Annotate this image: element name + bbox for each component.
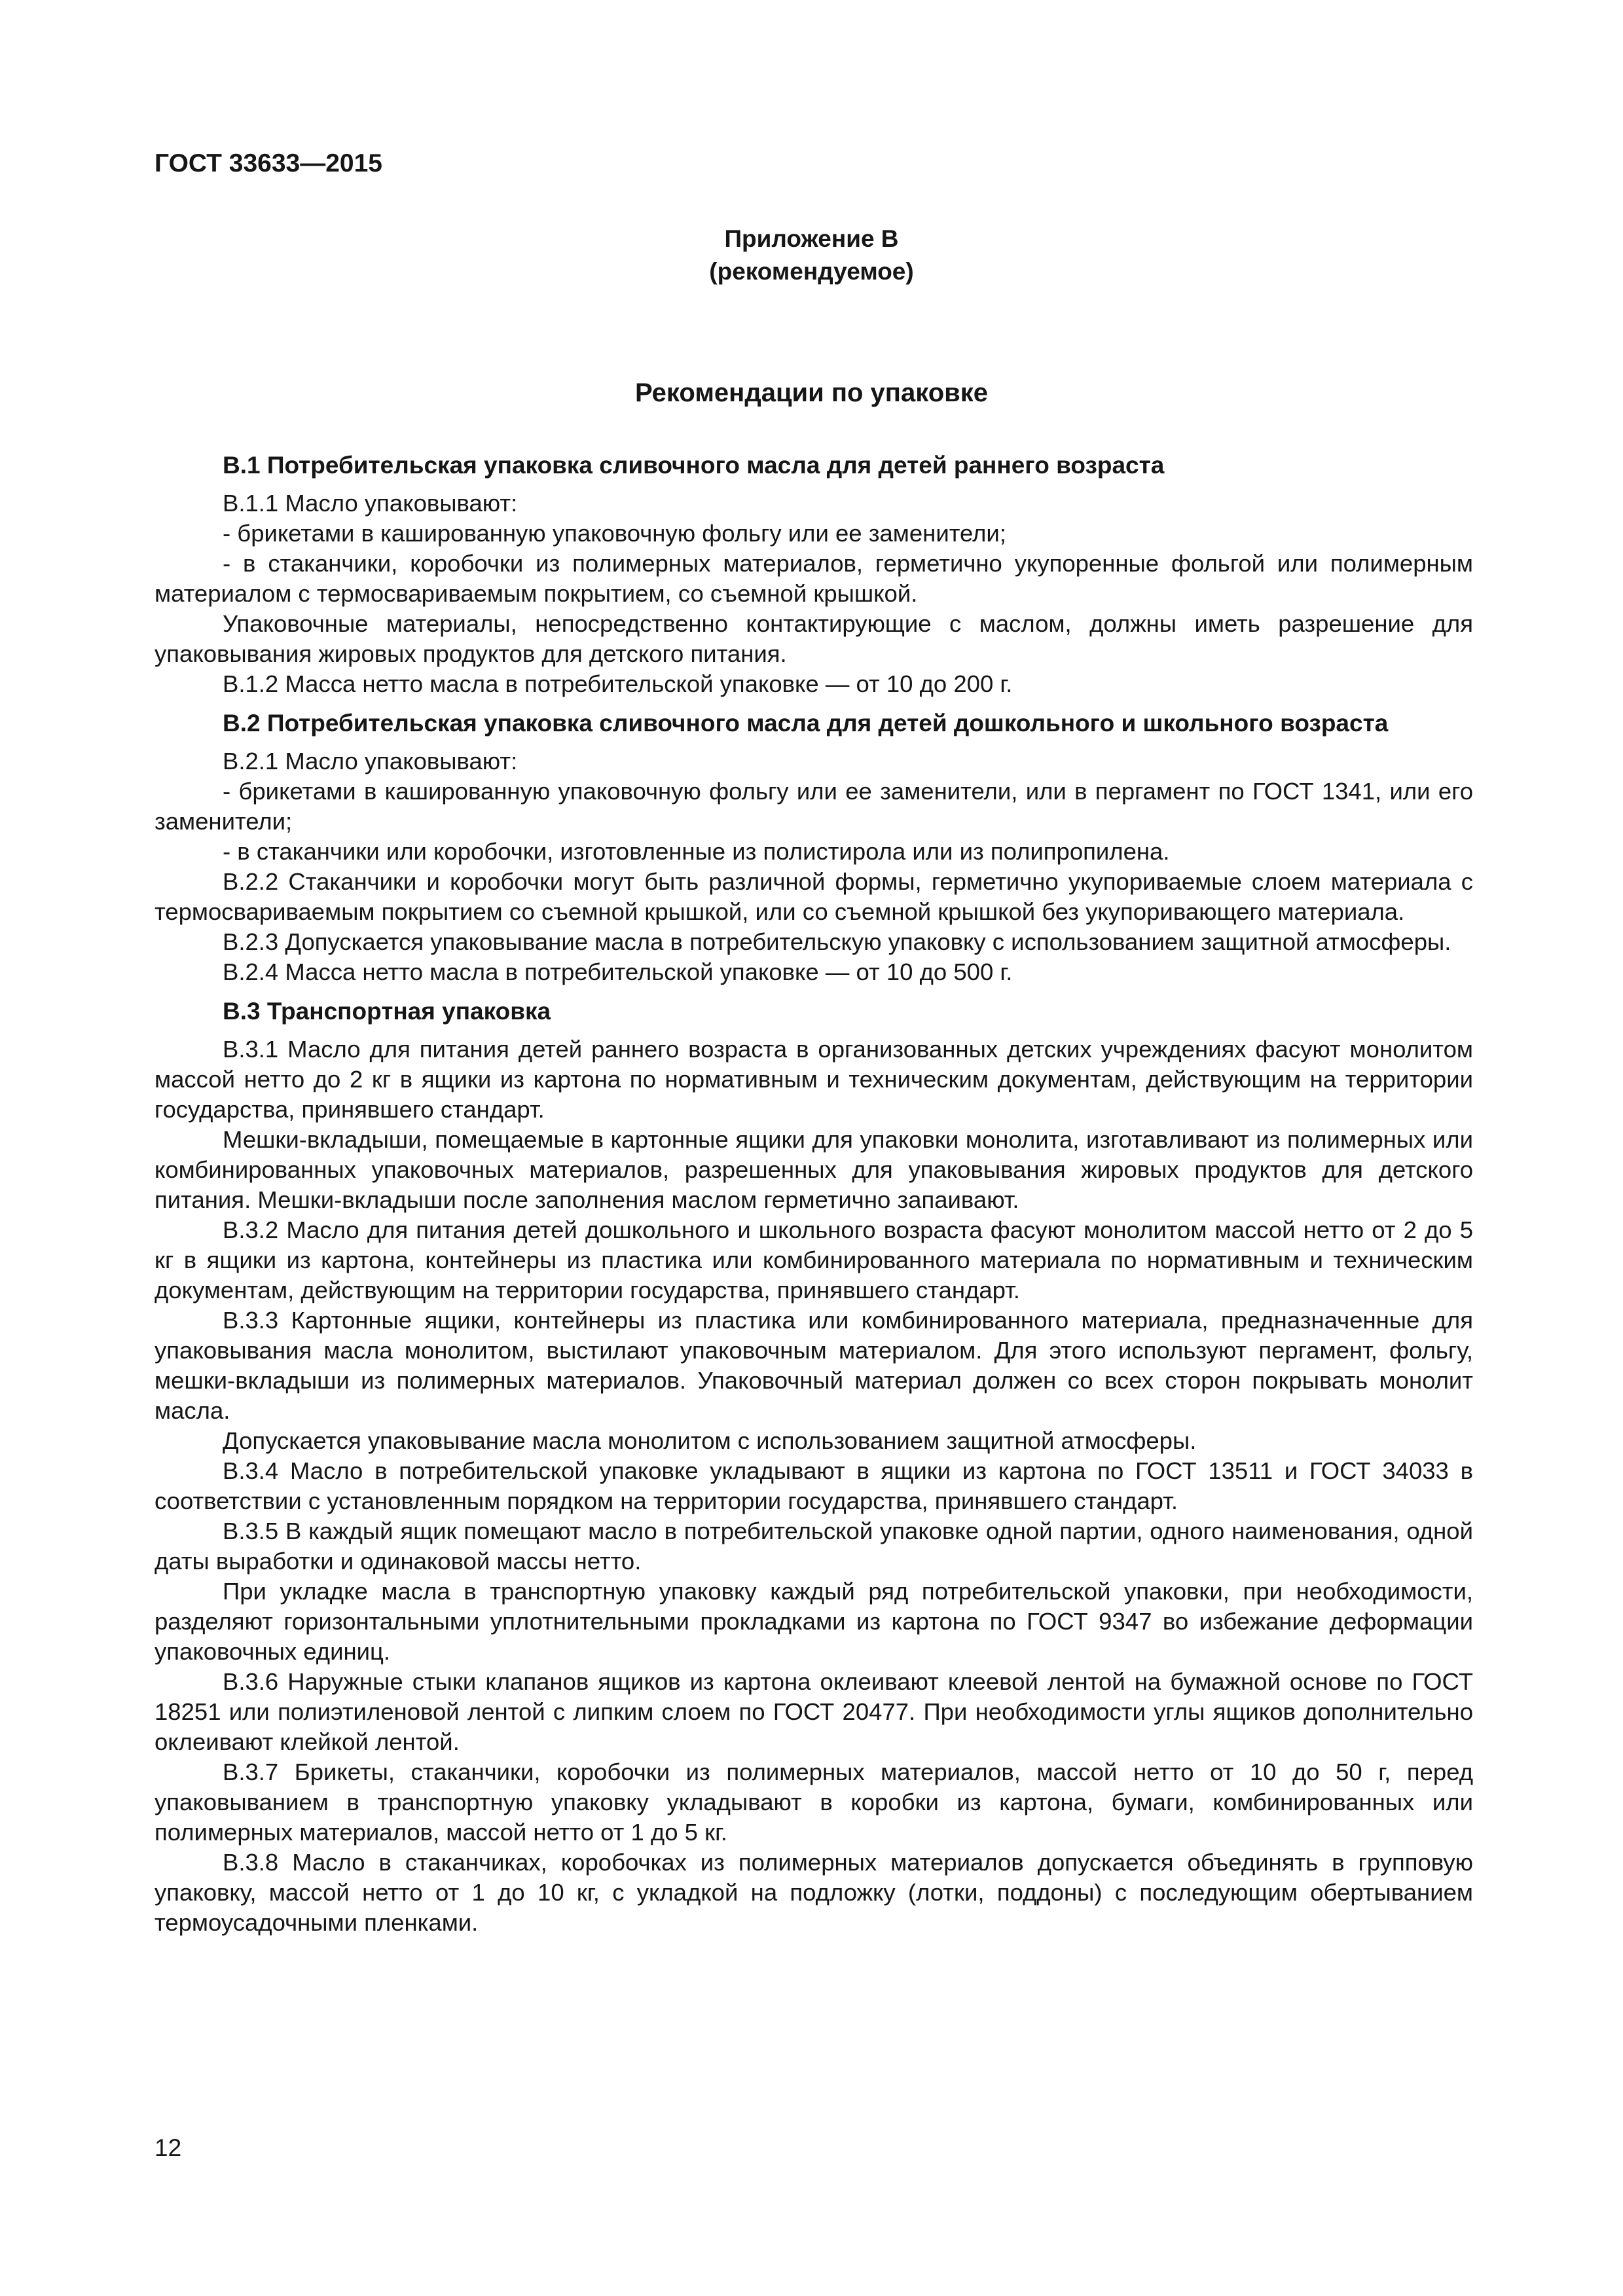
- paragraph: - брикетами в кашированную упаковочную фольгу или ее заменители;: [223, 520, 1006, 547]
- paragraph: В.1.2 Масса нетто масла в потребительской упаковке — от 10 до 200 г.: [223, 670, 1013, 697]
- paragraph: В.3.4 Масло в потребительской упаковке укладывают в ящики из картона по ГОСТ 13511 и ГОСТ 34033 в соответствии с установленным порядком на территории государства, принявшего стандарт.: [155, 1457, 1473, 1514]
- document-code: ГОСТ 33633—2015: [155, 149, 382, 177]
- paragraph: В.2.2 Стаканчики и коробочки могут быть различной формы, герметично укупориваемые слоем материала с термосвариваемым покрытием со съемной крышкой, или со съемной крышкой без укупоривающего материала.: [155, 868, 1473, 925]
- section-heading: В.1 Потребительская упаковка сливочного масла для детей раннего возраста: [223, 452, 1165, 479]
- paragraph: В.2.1 Масло упаковывают:: [223, 748, 518, 774]
- paragraph: Мешки-вкладыши, помещаемые в картонные ящики для упаковки монолита, изготавливают из полимерных или комбинированных упаковочных материалов, разрешенных для упаковывания жировых продуктов для детского питания. Мешки-вкладыши после заполнения маслом герметично запаивают.: [155, 1126, 1473, 1213]
- paragraph: В.3.3 Картонные ящики, контейнеры из пластика или комбинированного материала, предназначенные для упаковывания масла монолитом, выстилают упаковочным материалом. Для этого используют пергамент, фольгу, мешки-вкладыши из полимерных материалов. Упаковочный материал должен со всех сторон покрывать монолит масла.: [155, 1307, 1473, 1424]
- paragraph: Допускается упаковывание масла монолитом с использованием защитной атмосферы.: [223, 1427, 1197, 1454]
- appendix-title: Приложение В: [724, 225, 899, 252]
- paragraph: - в стаканчики или коробочки, изготовленные из полистирола или из полипропилена.: [223, 838, 1170, 865]
- paragraph: В.3.2 Масло для питания детей дошкольного и школьного возраста фасуют монолитом массой нетто от 2 до 5 кг в ящики из картона, контейнеры из пластика или комбинированного материала по нормативным и техническим документам, действующим на территории государства, принявшего стандарт.: [155, 1216, 1473, 1303]
- paragraph: В.3.1 Масло для питания детей раннего возраста в организованных детских учреждениях фасуют монолитом массой нетто до 2 кг в ящики из картона по нормативным и техническим документам, действующим на территории государства, принявшего стандарт.: [155, 1036, 1473, 1123]
- paragraph: В.3.8 Масло в стаканчиках, коробочках из полимерных материалов допускается объединять в групповую упаковку, массой нетто от 1 до 10 кг, с укладкой на подложку (лотки, поддоны) с последующим обертыванием термоусадочными пленками.: [155, 1849, 1473, 1936]
- appendix-status: (рекомендуемое): [709, 258, 914, 285]
- paragraph: - брикетами в кашированную упаковочную фольгу или ее заменители, или в пергамент по ГОСТ 1341, или его заменители;: [155, 778, 1473, 835]
- page-number: 12: [155, 2134, 182, 2161]
- section-heading: В.2 Потребительская упаковка сливочного масла для детей дошкольного и школьного возраста: [223, 710, 1389, 737]
- paragraph: В.3.5 В каждый ящик помещают масло в потребительской упаковке одной партии, одного наименования, одной даты выработки и одинаковой массы нетто.: [155, 1518, 1473, 1575]
- appendix-header: [0, 223, 1623, 288]
- main-title: Рекомендации по упаковке: [635, 378, 988, 407]
- paragraph: - в стаканчики, коробочки из полимерных материалов, герметично укупоренные фольгой или полимерным материалом с термосвариваемым покрытием, со съемной крышкой.: [155, 550, 1473, 607]
- paragraph: При укладке масла в транспортную упаковку каждый ряд потребительской упаковки, при необходимости, разделяют горизонтальными уплотнительными прокладками из картона по ГОСТ 9347 во избежание деформации упаковочных единиц.: [155, 1578, 1473, 1665]
- paragraph: В.2.3 Допускается упаковывание масла в потребительскую упаковку с использованием защитной атмосферы.: [223, 928, 1451, 955]
- paragraph: В.3.7 Брикеты, стаканчики, коробочки из полимерных материалов, массой нетто от 10 до 50 г, перед упаковыванием в транспортную упаковку укладывают в коробки из картона, бумаги, комбинированных или полимерных материалов, массой нетто от 1 до 5 кг.: [155, 1758, 1473, 1846]
- document-body: [155, 450, 1473, 1938]
- paragraph: В.3.6 Наружные стыки клапанов ящиков из картона оклеивают клеевой лентой на бумажной основе по ГОСТ 18251 или полиэтиленовой лентой с липким слоем по ГОСТ 20477. При необходимости углы ящиков дополнительно оклеивают клейкой лентой.: [155, 1668, 1473, 1755]
- section-heading: В.3 Транспортная упаковка: [223, 998, 551, 1025]
- paragraph: В.1.1 Масло упаковывают:: [223, 490, 518, 517]
- paragraph: Упаковочные материалы, непосредственно контактирующие с маслом, должны иметь разрешение для упаковывания жировых продуктов для детского питания.: [155, 610, 1473, 667]
- paragraph: В.2.4 Масса нетто масла в потребительской упаковке — от 10 до 500 г.: [223, 958, 1013, 985]
